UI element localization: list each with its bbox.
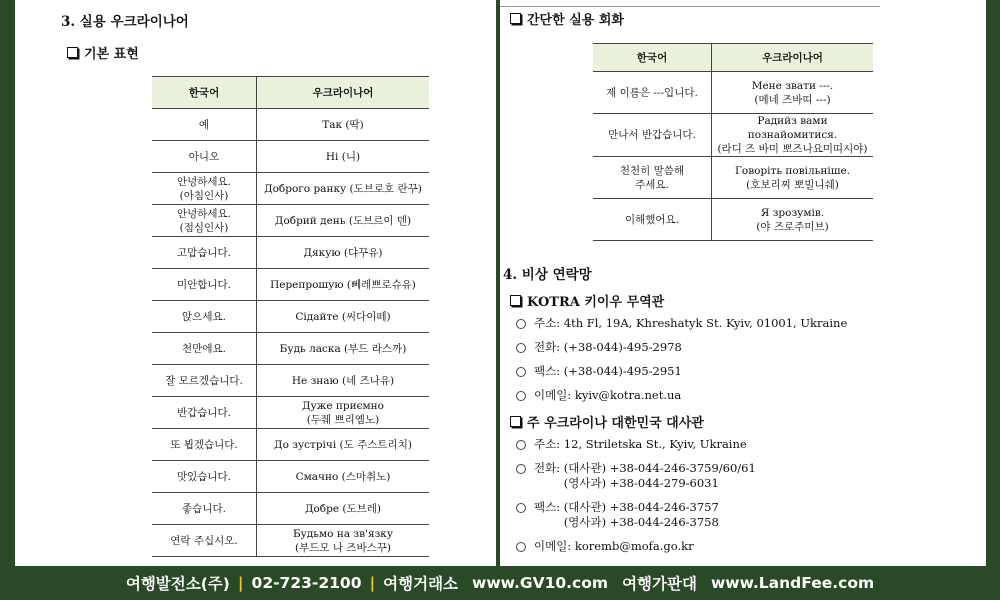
- korean-cell: 제 이름은 ---입니다.: [593, 72, 712, 114]
- header-korean: 한국어: [152, 77, 257, 109]
- table-row: [152, 205, 429, 237]
- section-title-practical-ukrainian: 3. 실용 우크라이나어: [61, 14, 189, 30]
- table-row: [152, 173, 429, 205]
- table-row: [152, 269, 429, 301]
- korean-cell: 만나서 반갑습니다.: [593, 114, 712, 157]
- circle-bullet-icon: [516, 503, 526, 513]
- ukrainian-cell: Мене звати ---. (메네 즈바띠 ---): [712, 72, 874, 114]
- table-header-row: [593, 44, 873, 72]
- korean-cell: 안녕하세요. (점심인사): [152, 205, 257, 237]
- ukrainian-cell: Смачно (스마취노): [257, 461, 430, 493]
- header-ukrainian: 우크라이나어: [257, 77, 430, 109]
- table-row: [152, 237, 429, 269]
- footer-divider: |: [369, 574, 376, 592]
- footer-company: 여행발전소(주): [125, 575, 230, 593]
- kotra-fax: 팩스: (+38-044)-495-2951: [516, 364, 682, 379]
- table-row: [152, 333, 429, 365]
- korean-cell: 연락 주십시오.: [152, 525, 257, 557]
- ukrainian-cell: Доброго ранку (도브로호 란꾸): [257, 173, 430, 205]
- korean-cell: 반갑습니다.: [152, 397, 257, 429]
- kotra-email: 이메일: kyiv@kotra.net.ua: [516, 388, 681, 403]
- kotra-email-link[interactable]: kyiv@kotra.net.ua: [574, 388, 682, 402]
- footer-divider: |: [237, 574, 244, 592]
- table-row: [593, 157, 873, 199]
- korean-cell: 천만에요.: [152, 333, 257, 365]
- section-title-emergency-contacts: 4. 비상 연락망: [503, 267, 592, 283]
- ukrainian-cell: Радийз вами познайомитися. (라디 즈 바미 뽀즈나요미띠시야): [712, 114, 874, 157]
- embassy-heading: [510, 412, 704, 431]
- conversation-table: [593, 43, 873, 241]
- ukrainian-cell: Будь ласка (부드 라스까): [257, 333, 430, 365]
- table-row: [152, 429, 429, 461]
- ukrainian-cell: Я зрозумів. (야 즈로주미브): [712, 199, 874, 241]
- conversation-body: [593, 72, 873, 241]
- table-row: [593, 199, 873, 241]
- right-page: [500, 0, 986, 566]
- embassy-address: 주소: 12, Striletska St., Kyiv, Ukraine: [516, 437, 747, 452]
- footer-price-link[interactable]: www.LandFee.com: [710, 574, 875, 592]
- korean-cell: 맛있습니다.: [152, 461, 257, 493]
- korean-cell: 천천히 말씀해 주세요.: [593, 157, 712, 199]
- embassy-email-link[interactable]: koremb@mofa.go.kr: [574, 539, 694, 553]
- korean-cell: 안녕하세요. (아침인사): [152, 173, 257, 205]
- conversation-heading: [510, 9, 624, 28]
- circle-bullet-icon: [516, 440, 526, 450]
- korean-cell: 또 뵙겠습니다.: [152, 429, 257, 461]
- ukrainian-cell: Не знаю (네 즈나유): [257, 365, 430, 397]
- table-row: [152, 397, 429, 429]
- footer-phone: 02-723-2100: [251, 574, 362, 592]
- table-row: [152, 525, 429, 557]
- korean-cell: 아니오: [152, 141, 257, 173]
- korean-cell: 좋습니다.: [152, 493, 257, 525]
- embassy-email: 이메일: koremb@mofa.go.kr: [516, 539, 694, 554]
- ukrainian-cell: До зустрічі (도 주스트리치): [257, 429, 430, 461]
- table-row: [152, 141, 429, 173]
- table-row: [152, 109, 429, 141]
- korean-cell: 앉으세요.: [152, 301, 257, 333]
- conversation-label: 간단한 실용 회화: [527, 13, 624, 28]
- circle-bullet-icon: [516, 542, 526, 552]
- table-row: [593, 72, 873, 114]
- table-row: [152, 301, 429, 333]
- footer-exchange-label: 여행거래소: [383, 575, 459, 593]
- footer-banner: [0, 566, 1000, 600]
- ukrainian-cell: Добрий день (도브르이 덴): [257, 205, 430, 237]
- left-page: [15, 0, 496, 566]
- kotra-phone: 전화: (+38-044)-495-2978: [516, 340, 682, 355]
- top-divider: [500, 6, 880, 7]
- footer-exchange-link[interactable]: www.GV10.com: [472, 574, 609, 592]
- checkbox-square-icon: [510, 416, 521, 427]
- korean-cell: 이해했어요.: [593, 199, 712, 241]
- table-header-row: [152, 77, 429, 109]
- kotra-address: 주소: 4th Fl, 19A, Khreshatyk St. Kyiv, 01001, Ukraine: [516, 316, 847, 331]
- circle-bullet-icon: [516, 464, 526, 474]
- ukrainian-cell: Так (딱): [257, 109, 430, 141]
- table-row: [152, 365, 429, 397]
- circle-bullet-icon: [516, 343, 526, 353]
- circle-bullet-icon: [516, 319, 526, 329]
- ukrainian-cell: Перепрошую (뻬레쁘로슈유): [257, 269, 430, 301]
- embassy-fax: 팩스: (대사관) +38-044-246-3757 (영사과) +38-044-246-3758: [516, 500, 719, 530]
- basic-expressions-body: [152, 109, 429, 557]
- basic-expressions-label: 기본 표현: [84, 47, 139, 62]
- footer-price-label: 여행가판대: [622, 575, 697, 593]
- checkbox-square-icon: [67, 47, 78, 58]
- table-row: [152, 461, 429, 493]
- embassy-phone: 전화: (대사관) +38-044-246-3759/60/61 (영사과) +38-044-279-6031: [516, 461, 756, 491]
- embassy-label: 주 우크라이나 대한민국 대사관: [527, 416, 704, 431]
- basic-expressions-heading: [67, 43, 139, 62]
- kotra-heading: [510, 291, 664, 310]
- ukrainian-cell: Дуже приємно (두줴 쁘리옘노): [257, 397, 430, 429]
- table-row: [152, 493, 429, 525]
- checkbox-square-icon: [510, 295, 521, 306]
- korean-cell: 미안합니다.: [152, 269, 257, 301]
- checkbox-square-icon: [510, 13, 521, 24]
- ukrainian-cell: Сідайте (씨다이떼): [257, 301, 430, 333]
- ukrainian-cell: Hi (니): [257, 141, 430, 173]
- ukrainian-cell: Дякую (댜꾸유): [257, 237, 430, 269]
- ukrainian-cell: Говоріть повільніше. (호보리찌 뽀빌니쉐): [712, 157, 874, 199]
- header-ukrainian: 우크라이나어: [712, 44, 874, 72]
- korean-cell: 예: [152, 109, 257, 141]
- circle-bullet-icon: [516, 367, 526, 377]
- korean-cell: 잘 모르겠습니다.: [152, 365, 257, 397]
- circle-bullet-icon: [516, 391, 526, 401]
- basic-expressions-table: [152, 76, 429, 557]
- ukrainian-cell: Будьмо на зв'язку (부드모 나 즈바스꾸): [257, 525, 430, 557]
- korean-cell: 고맙습니다.: [152, 237, 257, 269]
- header-korean: 한국어: [593, 44, 712, 72]
- ukrainian-cell: Добре (도브레): [257, 493, 430, 525]
- kotra-label: KOTRA 키이우 무역관: [527, 295, 665, 310]
- table-row: [593, 114, 873, 157]
